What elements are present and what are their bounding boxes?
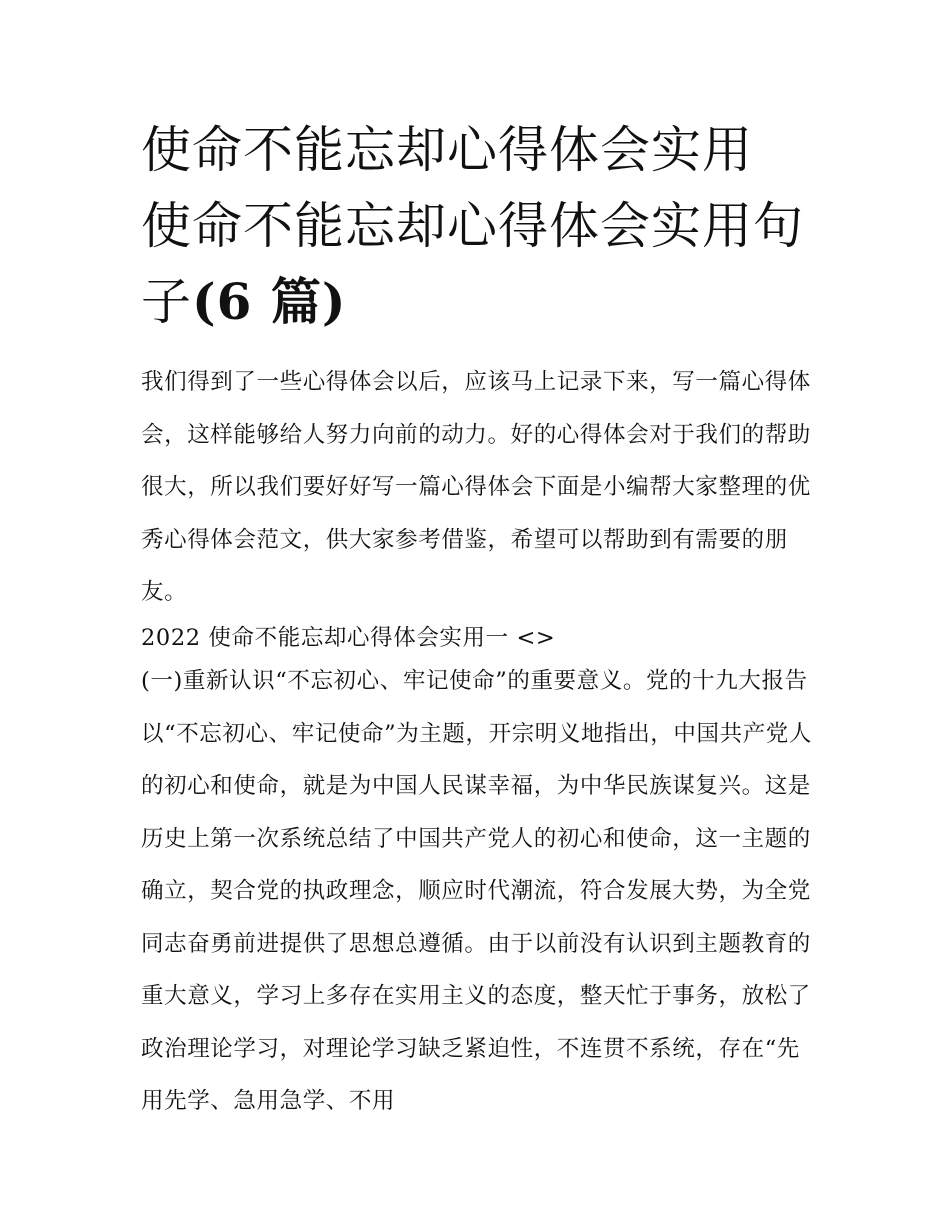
document-title-suffix: (6 篇)	[192, 272, 347, 331]
intro-paragraph: 我们得到了一些心得体会以后，应该马上记录下来，写一篇心得体会，这样能够给人努力向前的动力。好的心得体会对于我们的帮助很大，所以我们要好好写一篇心得体会下面是小编帮大家整理的优秀心得体会范文，供大家参考借鉴，希望可以帮助到有需要的朋友。	[141, 369, 811, 605]
section-paragraph: (一)重新认识“不忘初心、牢记使命”的重要意义。党的十九大报告以“不忘初心、牢记使命”为主题，开宗明义地指出，中国共产党人的初心和使命，就是为中国人民谋幸福，为中华民族谋复兴。这是历史上第一次系统总结了中国共产党人的初心和使命，这一主题的确立，契合党的执政理念，顺应时代潮流，符合发展大势，为全党同志奋勇前进提供了思想总遵循。由于以前没有认识到主题教育的重大意义，学习上多存在实用主义的态度，整天忙于事务，放松了政治理论学习，对理论学习缺乏紧迫性，不连贯不系统，存在“先用先学、急用急学、不用	[141, 668, 813, 1114]
document-title-main: 使命不能忘却心得体会实用 使命不能忘却心得体会实用句子	[141, 121, 804, 331]
document-title	[141, 112, 811, 340]
section-heading: 2022 使命不能忘却心得体会实用一 <>	[141, 625, 556, 651]
